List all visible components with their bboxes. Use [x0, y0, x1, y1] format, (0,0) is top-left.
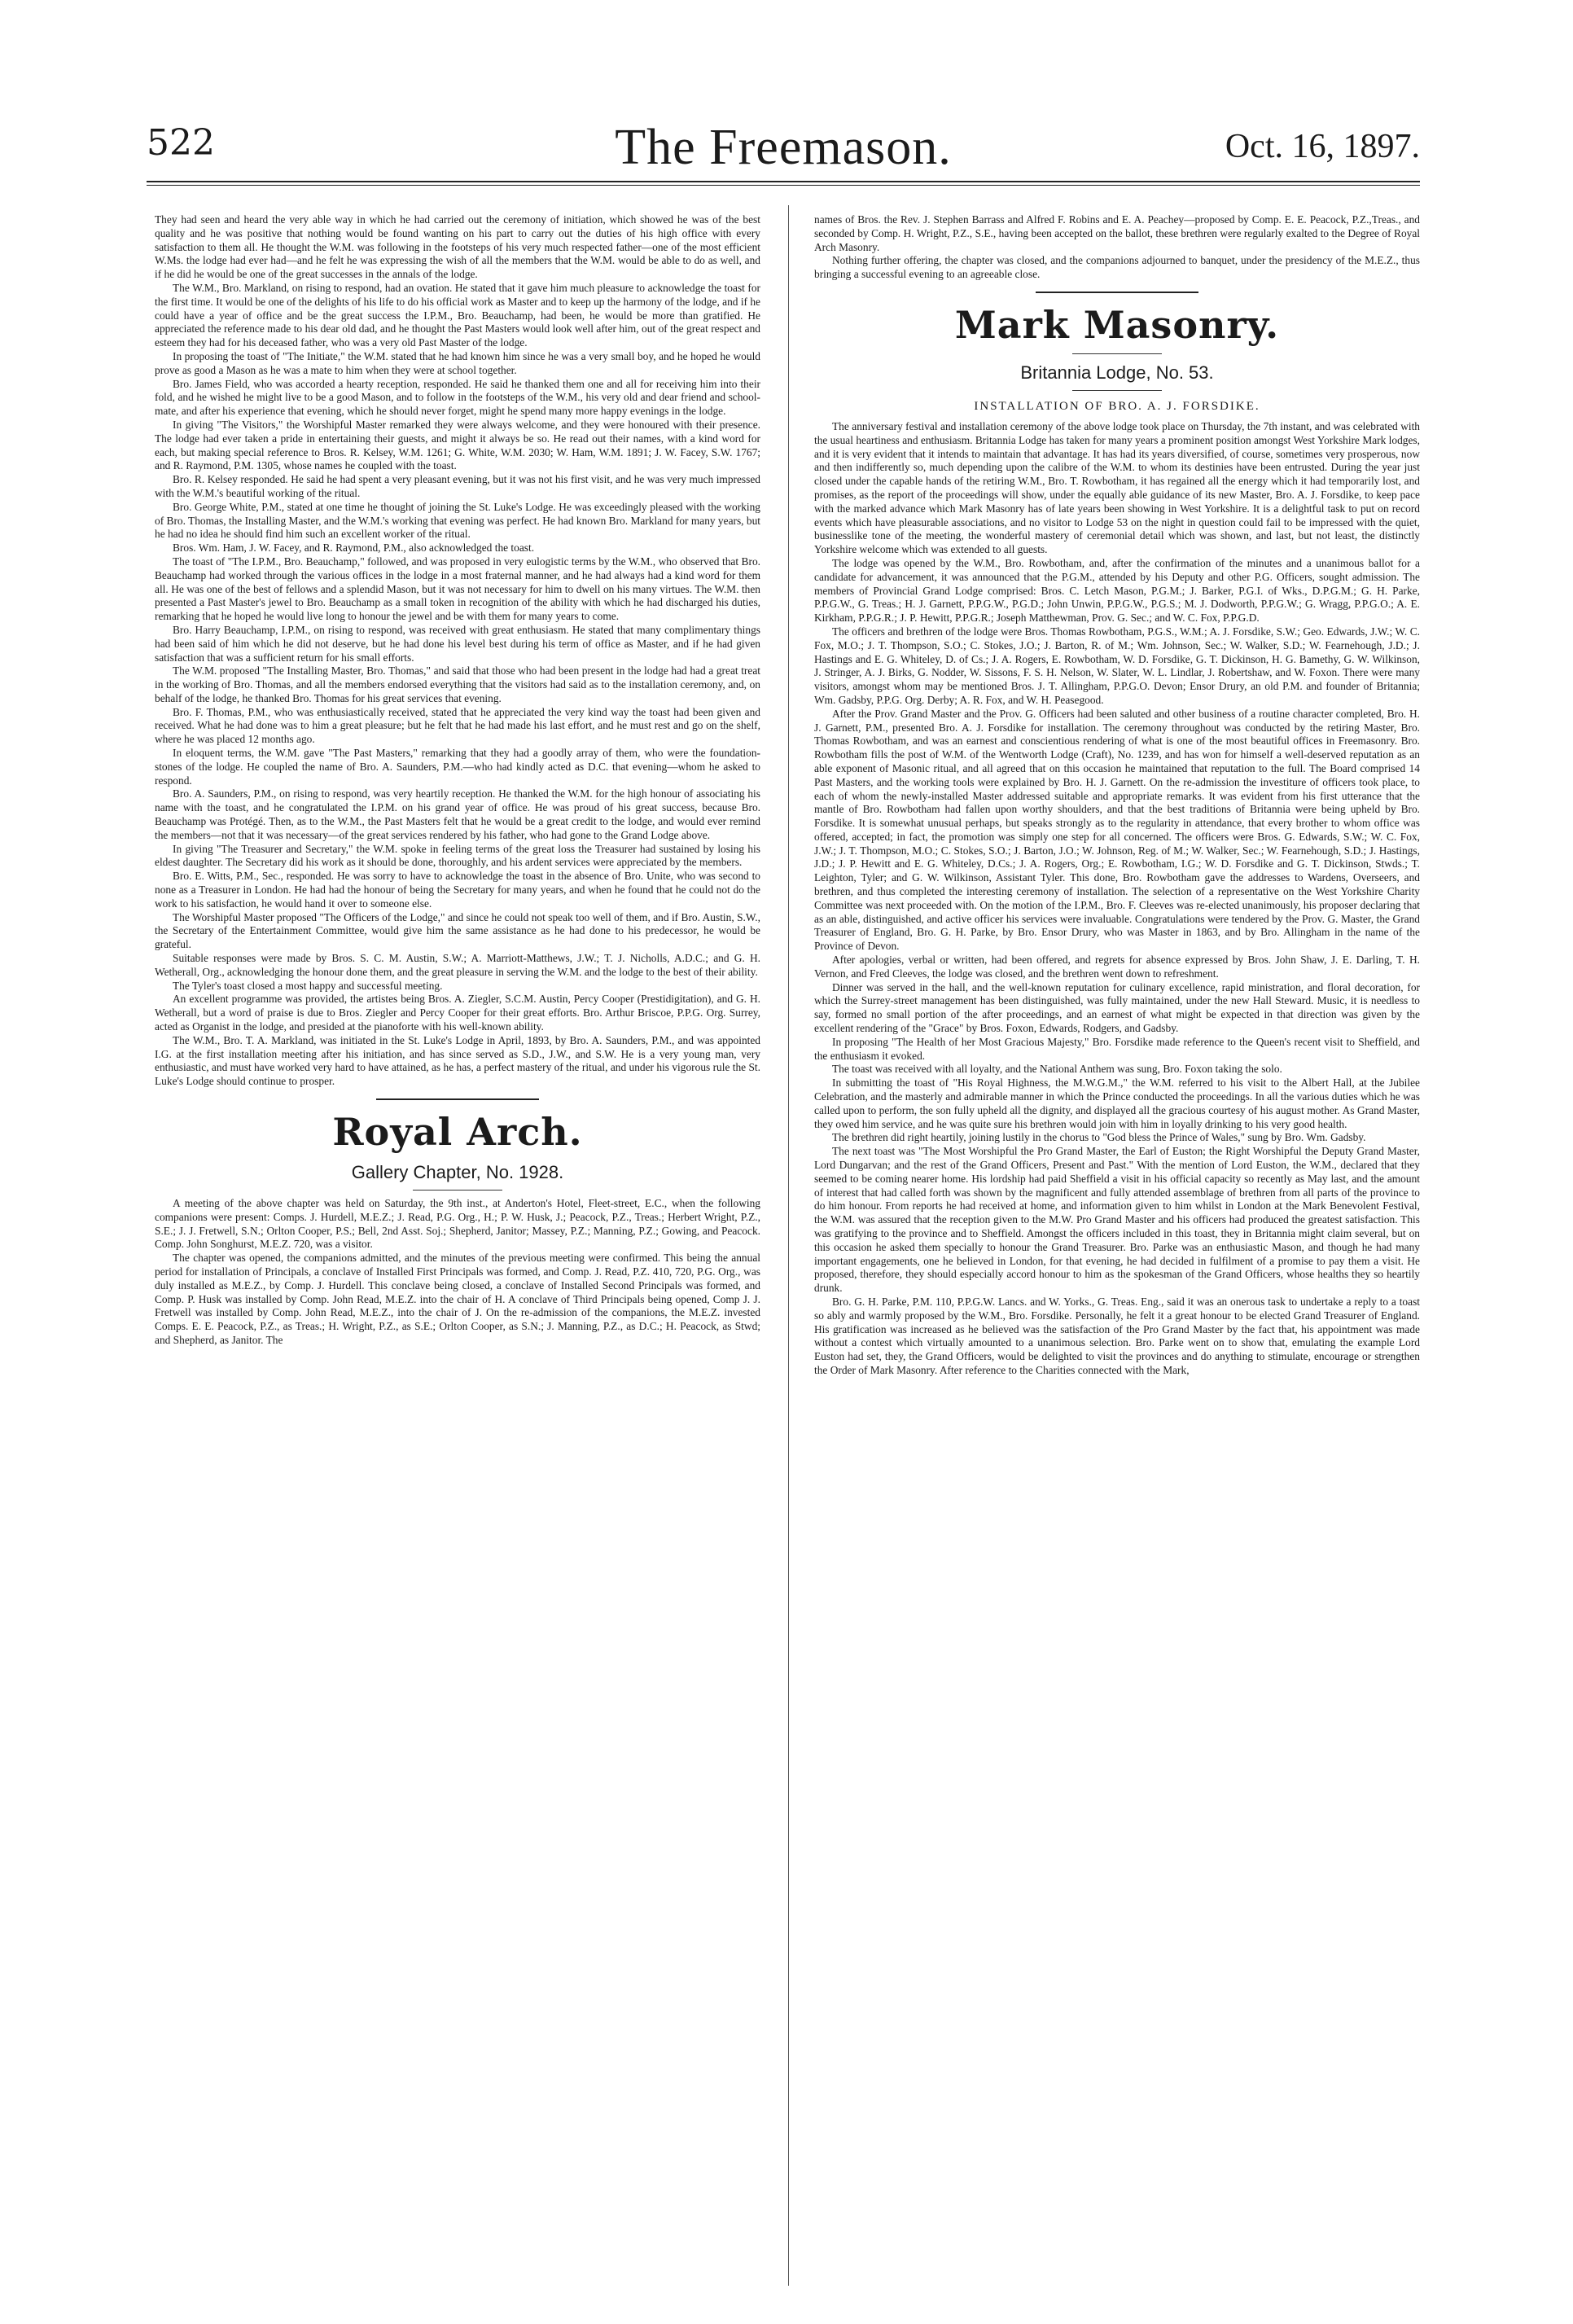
article-paragraph: In giving "The Treasurer and Secretary," the W.M. spoke in feeling terms of the great loss the Treasurer had sustained by losing his eldest daughter. The Secretary did his work as it should be done, thoroughly, and his ardent services were appreciated by the members. [155, 842, 760, 869]
article-paragraph: The toast was received with all loyalty, and the National Anthem was sung, Bro. Foxon taking the solo. [832, 1063, 1282, 1076]
article-paragraph: Bro. F. Thomas, P.M., who was enthusiastically received, stated that he appreciated the very kind way the toast had been given and received. What he had done was to him a great pleasure; but he felt that he had made his last effort, and he must rest and go on the shelf, where he was placed 12 months ago. [155, 705, 760, 746]
article-paragraph: Bro. E. Witts, P.M., Sec., responded. He was sorry to have to acknowledge the toast in the absence of Bro. Unite, who was second to none as a Treasurer in London. He had had the honour of being the Secretary for many years, and when he found that he could not do the work to his satisfaction, he would hand it over to someone else. [155, 870, 760, 910]
article-paragraph: The W.M., Bro. Markland, on rising to respond, had an ovation. He stated that it gave him much pleasure to acknowledge the toast for the first time. It would be one of the delights of his life to do his official work as Master and to keep up the harmony of the lodge, and if he could have a year of office and be the great success the I.P.M., Bro. Beauchamp, had been, he would be more than gratified. He appreciated the reference made to his dear old dad, and he thought the Past Masters would look well after him, out of the great respect and esteem they had for his deceased father, who was a very old Past Master of the lodge. [155, 281, 760, 349]
article-paragraph: Bros. Wm. Ham, J. W. Facey, and R. Raymond, P.M., also acknowledged the toast. [173, 542, 535, 555]
mark-masonry-heading: Mark Masonry. [954, 302, 1280, 347]
left-column [155, 213, 760, 1348]
article-paragraph: In submitting the toast of "His Royal Highness, the M.W.G.M.," the W.M. referred to his visit to the Albert Hall, at the Jubilee Celebration, and the masterly and admirable manner in which the Prince conducted the proceedings. In all the various duties which he was called upon to perform, the son fully upheld all the dignity, and displayed all the gracious courtesy of his august mother. As Grand Master, they owed him service, and he was quite sure his brethren would join with him in loyally drinking to his very good health. [814, 1076, 1420, 1130]
article-paragraph: The officers and brethren of the lodge were Bros. Thomas Rowbotham, P.G.S., W.M.; A. J. Forsdike, S.W.; Geo. Edwards, J.W.; W. C. Fox, M.O.; J. T. Thompson, S.O.; C. Stokes, J.O.; J. Barton, R. of M.; Wm. Johnson, Sec.; W. Walker, S.D.; W. Fearnehough, J.D.; J. Hastings and E. G. Whiteley, D. of Cs.; J. A. Rogers, E. Rowbotham, W. D. Forsdike, G. T. Dickinson, H. G. Bamethy, G. W. Wilkinson, J. Stringer, A. J. Birks, G. Nodder, W. Sissons, F. S. H. Nelson, W. Slater, W. L. Lindlar, J. Robertshaw, and W. Foxon. There were many visitors, amongst whom may be mentioned Bros. J. T. Allingham, P.P.G.O. Devon; Ensor Drury, an old P.M. and founder of Britannia; Wm. Gadsby, P.P.G. Org. Derby; A. R. Fox, and W. H. Peasegood. [814, 625, 1420, 706]
article-paragraph: The W.M., Bro. T. A. Markland, was initiated in the St. Luke's Lodge in April, 1893, by Bro. A. Saunders, P.M., and was appointed I.G. at the first installation meeting after his initiation, and has since served as S.D., J.W., and S.W. He is a very young man, very enthusiastic, and must have worked very hard to have attained, as he has, a perfect mastery of the ritual, and under his vigorous rule the St. Luke's Lodge should continue to prosper. [155, 1033, 760, 1088]
column-divider [788, 205, 789, 2286]
article-paragraph: A meeting of the above chapter was held on Saturday, the 9th inst., at Anderton's Hotel, Fleet-street, E.C., when the following companions were present: Comps. J. Hurdell, M.E.Z.; J. Read, P.G. Org., H.; P. W. Husk, J.; Peacock, P.Z., Treas.; Herbert Wright, P.Z., S.E.; J. J. Fretwell, S.N.; Orlton Cooper, P.S.; Bell, 2nd Asst. Soj.; Shepherd, Janitor; Massey, P.Z.; Manning, P.Z.; Gowing, and Peacock. Comp. John Songhurst, M.E.Z. 720, was a visitor. [155, 1197, 760, 1251]
article-paragraph: Nothing further offering, the chapter was closed, and the companions adjourned to banquet, under the presidency of the M.E.Z., thus bringing a successful evening to an agreeable close. [814, 254, 1420, 281]
article-paragraph: The anniversary festival and installation ceremony of the above lodge took place on Thursday, the 7th instant, and was celebrated with the usual heartiness and enthusiasm. Britannia Lodge has taken for many years a prominent position amongst West Yorkshire Mark lodges, and it is very evident that it intends to maintain that advantage. It has had its years diversified, of course, sometimes very prosperous, now and then indifferently so, much depending upon the calibre of the W.M. to whom its destinies have been entrusted. During the year just closed under the capable hands of the retiring W.M., Bro. T. Rowbotham, it has regained all the energy which it had temporarily lost, and promises, as the report of the proceedings will show, under the equally able guidance of its new Master, Bro. A. J. Forsdike, to keep pace with the marked advance which Mark Masonry has of late years been showing in West Yorkshire. It is a delightful task to put on record events which have pleasurable associations, and no visitor to Lodge 53 on the night in question could fail to be impressed with the quiet, businesslike tone of the meeting, the wonderful mastery of ceremonial detail which was shown, and last, but not least, the distinctly Yorkshire welcome which was extended to all guests. [814, 419, 1420, 556]
article-paragraph: In eloquent terms, the W.M. gave "The Past Masters," remarking that they had a goodly array of them, who were the foundation-stones of the lodge. He coupled the name of Bro. A. Saunders, P.M.—who had kindly acted as D.C. that evening—whom he asked to respond. [155, 747, 760, 787]
article-paragraph: Dinner was served in the hall, and the well-known reputation for culinary excellence, rapid ministration, and floral decoration, for which the Surrey-street management has been distinguished, was fully maintained, under the new Hall Steward. Music, it is needless to say, formed no small portion of the after proceedings, and an earnest of what might be expected in that direction was given by the excellent rendering of the "Grace" by Bros. Foxon, Edwards, Rodgers, and Gadsby. [814, 980, 1420, 1035]
article-paragraph: The chapter was opened, the companions admitted, and the minutes of the previous meeting were confirmed. This being the annual period for installation of Principals, a conclave of Installed First Principals was formed, and Comp. J. Read, P.Z. 410, 720, P.G. Org., was duly installed as M.E.Z., by Comp. J. Hurdell. This conclave being closed, a conclave of Installed Second Principals was formed, and Comp. P. Husk was installed by Comp. John Read, M.E.Z. into the chair of H. A conclave of Third Principals being opened, Comp J. J. Fretwell was installed by Comp. John Read, M.E.Z., into the chair of J. On the re-admission of the companions, the M.E.Z. invested Comps. E. E. Peacock, P.Z., as Treas.; H. Wright, P.Z., as S.E.; Orlton Cooper, as S.N.; J. Manning, P.Z., as D.C.; H. Peacock, as Stwd; and Shepherd, as Janitor. The [155, 1252, 760, 1346]
article-paragraph: Suitable responses were made by Bros. S. C. M. Austin, S.W.; A. Marriott-Matthews, J.W.; T. J. Nicholls, A.D.C.; and G. H. Wetherall, Org., acknowledging the honour done them, and the great pleasure in serving the W.M. and the lodge to the best of their ability. [155, 952, 760, 978]
article-paragraph: The brethren did right heartily, joining lustily in the chorus to "God bless the Prince of Wales," sung by Bro. Wm. Gadsby. [832, 1131, 1366, 1144]
article-paragraph: They had seen and heard the very able way in which he had carried out the ceremony of initiation, which showed he was of the best quality and he was positive that nothing would be found wanting on his part to carry out the duties of his high office with every satisfaction to them all. He thought the W.M. was following in the footsteps of his very much respected father—one of the most efficient W.Ms. the lodge had ever had—and he felt he was expressing the wish of all the members that the W.M. would be able to do as well, and if he did he would be one of the great successes in the annals of the lodge. [155, 213, 760, 281]
article-paragraph: In giving "The Visitors," the Worshipful Master remarked they were always welcome, and they were honoured with their presence. The lodge had ever taken a pride in entertaining their guests, and might it always be so. He read out their names, with a kind word for each, but making special reference to Bros. R. Kelsey, W.M. 1261; G. White, W.M. 2030; W. Ham, W.M. 1891; J. W. Facey, S.W. 1767; and R. Raymond, P.M. 1305, whose names he coupled with the toast. [155, 418, 760, 472]
article-paragraph: Bro. George White, P.M., stated at one time he thought of joining the St. Luke's Lodge. He was exceedingly pleased with the working of Bro. Thomas, the Installing Master, and the W.M.'s working that evening was perfect. He had known Bro. Markland for many years, but he had no idea he should find him such an excellent worker of the ritual. [155, 500, 760, 541]
article-paragraph: In proposing "The Health of her Most Gracious Majesty," Bro. Forsdike made reference to the Queen's recent visit to Sheffield, and the enthusiasm it evoked. [814, 1035, 1420, 1062]
section-divider [376, 1098, 539, 1100]
article-paragraph: The Worshipful Master proposed "The Officers of the Lodge," and since he could not speak too well of them, and if Bro. Austin, S.W., the Secretary of the Entertainment Committee, would give him the same assistance as he had done to his predecessor, he would be grateful. [155, 910, 760, 951]
article-paragraph: Bro. Harry Beauchamp, I.P.M., on rising to respond, was received with great enthusiasm. He stated that many complimentary things had been said of him which he did not deserve, but he had done his level best during his term of office as Master, and if he had given satisfaction that was a sufficient return for his small efforts. [155, 623, 760, 664]
article-paragraph: After apologies, verbal or written, had been offered, and regrets for absence expressed by Bros. John Shaw, J. E. Darling, T. H. Vernon, and Fred Cleeves, the lodge was closed, and the brethren went down to refreshment. [814, 954, 1420, 980]
article-paragraph: An excellent programme was provided, the artistes being Bros. A. Ziegler, S.C.M. Austin, Percy Cooper (Prestidigitation), and G. H. Wetherall, but a word of praise is due to Bros. Ziegler and Percy Cooper for their great efforts. Bro. Arthur Briscoe, P.P.G. Org. Surrey, acted as Organist in the lodge, and presided at the pianoforte with his well-known ability. [155, 993, 760, 1033]
article-paragraph: The W.M. proposed "The Installing Master, Bro. Thomas," and said that those who had been present in the lodge had had a great treat in the working of Bro. Thomas, and all the members endorsed everything that the visitors had said as to the installation ceremony, and, on behalf of the lodge, he thanked Bro. Thomas for his great services that evening. [155, 664, 760, 704]
gallery-chapter-subheading: Gallery Chapter, No. 1928. [351, 1162, 564, 1182]
article-paragraph: The lodge was opened by the W.M., Bro. Rowbotham, and, after the confirmation of the minutes and a unanimous ballot for a candidate for advancement, it was announced that the P.G.M., attended by his Deputy and other P.G. Officers, sought admission. The members of Provincial Grand Lodge comprised: Bros. C. Letch Mason, P.G.M.; J. Barker, P.G.I. of Wks., D.P.G.M.; G. H. Parke, P.P.G.W., G. Treas.; H. J. Garnett, P.P.G.W., P.G.D.; John Unwin, P.P.G.W., P.G.S.; M. J. Dodworth, P.P.G.W.; G. Wragg, P.P.G.O.; A. E. Kirkham, P.P.G.R.; J. P. Hewitt, P.P.G.R.; Joseph Matthewman, Prov. G. Sec.; and W. C. Fox, P.P.G.D. [814, 556, 1420, 625]
article-paragraph: The next toast was "The Most Worshipful the Pro Grand Master, the Earl of Euston; the Right Worshipful the Deputy Grand Master, Lord Dungarvan; and the rest of the Grand Officers, Present and Past." With the mention of Lord Euston, the W.M., declared that they seemed to be coming nearer home. His lordship had paid Sheffield a visit in his official capacity so recently as May last, and the amount of interest that had called forth was shown by the magnificent and fully attended assemblage of brethren from all parts of the province to do him honour. From reports he had received at home, and information given to him whilst in London at the Mark Benevolent Festival, the W.M. was assured that the reception given to the M.W. Pro Grand Master and his officers had produced the greatest satisfaction. This was gratifying to the province and to Sheffield. Amongst the officers included in this toast, they in Britannia might claim several, but on this occasion he asked them specially to honour the Grand Treasurer. Bro. Parke was an enthusiastic Mason, and though he had many important engagements, one he believed in London, for that evening, he had decided in fulfilment of a promise to pay them a visit. He proposed, therefore, they should especially accord honour to him as the spokesman of the Grand Officers, whose healths they so heartily drunk. [814, 1145, 1420, 1295]
issue-date: Oct. 16, 1897. [1225, 128, 1420, 165]
britannia-lodge-subheading: Britannia Lodge, No. 53. [1020, 362, 1214, 383]
article-paragraph: The toast of "The I.P.M., Bro. Beauchamp," followed, and was proposed in very eulogistic terms by the W.M., who observed that Bro. Beauchamp had worked through the various offices in the lodge in a most fraternal manner, and he had always had a kind word for them all. He was one of the best of fellows and a splendid Mason, but it was not necessary for him to dwell on his many virtues. The W.M. then presented a Past Master's jewel to Bro. Beauchamp as a small token in recognition of the ability with which he had discharged his duties, remarking that he hoped he would live long to honour the jewel and be with them for many years to come. [155, 555, 760, 623]
royal-arch-heading: Royal Arch. [332, 1110, 583, 1154]
masthead-title: The Freemason. [615, 120, 952, 175]
subheading-rule [1072, 390, 1162, 391]
right-column [814, 213, 1420, 1378]
heading-rule [1072, 353, 1162, 354]
header-rule [147, 181, 1420, 182]
article-paragraph: Bro. James Field, who was accorded a hearty reception, responded. He said he thanked them one and all for receiving him into their fold, and he wished he might live to be a good Mason, and to follow in the footsteps of the W.M., his very old and dear friend and school-mate, and after his experience that evening, which he should never forget, might he spend many more happy evenings in the lodge. [155, 377, 760, 418]
page-header [147, 122, 1420, 174]
article-paragraph: Bro. R. Kelsey responded. He said he had spent a very pleasant evening, but it was not his first visit, and he was very much impressed with the W.M.'s beautiful working of the ritual. [155, 473, 760, 499]
article-paragraph: names of Bros. the Rev. J. Stephen Barrass and Alfred F. Robins and E. A. Peachey—proposed by Comp. E. E. Peacock, P.Z.,Treas., and seconded by Comp. H. Wright, P.Z., S.E., having been accepted on the ballot, these brethren were regularly exalted to the Degree of Royal Arch Masonry. [814, 213, 1420, 253]
section-divider [1036, 292, 1198, 293]
subheading-rule [413, 1190, 502, 1191]
header-rule-thin [147, 185, 1420, 186]
article-paragraph: The Tyler's toast closed a most happy and successful meeting. [173, 979, 443, 992]
page-number: 522 [147, 122, 215, 164]
article-paragraph: Bro. G. H. Parke, P.M. 110, P.P.G.W. Lancs. and W. Yorks., G. Treas. Eng., said it was an onerous task to undertake a reply to a toast so ably and warmly proposed by the W.M., Bro. Forsdike. Personally, he felt it a great honour to be elected Grand Treasurer of England. His gratification was increased as he believed was the satisfaction of the Pro Grand Master by the fact that, his appointment was made without a contest which virtually amounted to a unanimous selection. Bro. Parke went on to show that, emulating the example Lord Euston had set, they, the Grand Officers, would be delighted to visit the provinces and do anything to stimulate, encourage or strengthen the Order of Mark Masonry. After reference to the Charities connected with the Mark, [814, 1295, 1420, 1376]
installation-subheading: INSTALLATION OF BRO. A. J. FORSDIKE. [974, 399, 1260, 413]
article-paragraph: In proposing the toast of "The Initiate," the W.M. stated that he had known him since he was a very small boy, and he hoped he would prove as good a Mason as he was a mate to him when they were at school together. [155, 349, 760, 376]
article-paragraph: After the Prov. Grand Master and the Prov. G. Officers had been saluted and other business of a routine character completed, Bro. H. J. Garnett, P.M., presented Bro. A. J. Forsdike for installation. The ceremony throughout was conducted by the retiring Master, Bro. Thomas Rowbotham, and was an earnest and conscientious rendering of what is one of the most beautiful offices in Freemasonry. Bro. Rowbotham fills the post of W.M. of the Wentworth Lodge (Craft), No. 1239, and has won for himself a well-deserved reputation as an able exponent of Masonic ritual, and all agreed that on this occasion he maintained that reputation to the full. The Board comprised 14 Past Masters, and the working tools were explained by Bro. H. J. Garnett. On the re-admission the investiture of officers took place, to each of whom the newly-installed Master addressed suitable and appropriate remarks. It was evident from his first utterance that the mantle of Bro. Rowbotham had fallen upon worthy shoulders, and that the best traditions of Britannia were being upheld by Bro. Forsdike. It is somewhat unusual perhaps, but speaks strongly as to the regularity in attendance, that every brother to whom office was offered, accepted; in fact, the promotion was simply one step for all concerned. The officers were Bros. G. Edwards, S.W.; W. C. Fox, J.W.; J. T. Thompson, M.O.; C. Stokes, S.O.; J. Barton, J.O.; W. Johnson, Reg. of M.; W. Walker, Sec.; W. Fearnehough, S.D.; J. Hastings, J.D.; J. P. Hewitt and E. G. Whiteley, D.Cs.; J. A. Rogers, Org.; E. Rowbotham, I.G.; W. D. Forsdike and G. T. Dickinson, Stwds.; T. Leighton, Tyler; and G. W. Wilkinson, Assistant Tyler. This done, Bro. Rowbotham gave the addresses to Wardens, Overseers, and brethren, and thus completed the interesting ceremony of installation. The selection of a representative on the West Yorkshire Charity Committee was next proceeded with. On the motion of the I.P.M., Bro. F. Cleeves was re-elected unanimously, his proposer declaring that as an able, distinguished, and active officer his services were invaluable. Congratulations were tendered by the Prov. G. Master, the Grand Treasurer of England, Bro. G. H. Parke, by Bro. Ensor Drury, who was Master in 1863, and by Bro. Allingham in the name of the Province of Devon. [814, 707, 1420, 953]
article-paragraph: Bro. A. Saunders, P.M., on rising to respond, was very heartily reception. He thanked the W.M. for the high honour of associating his name with the toast, and he congratulated the I.P.M. on his grand year of office. He was proud of his great success, because Bro. Beauchamp was Protégé. Then, as to the W.M., the Past Masters felt that he would be a great credit to the lodge, and would ever remind the members—not that it was necessary—of the great services rendered by his father, who had gone to the Grand Lodge above. [155, 787, 760, 841]
